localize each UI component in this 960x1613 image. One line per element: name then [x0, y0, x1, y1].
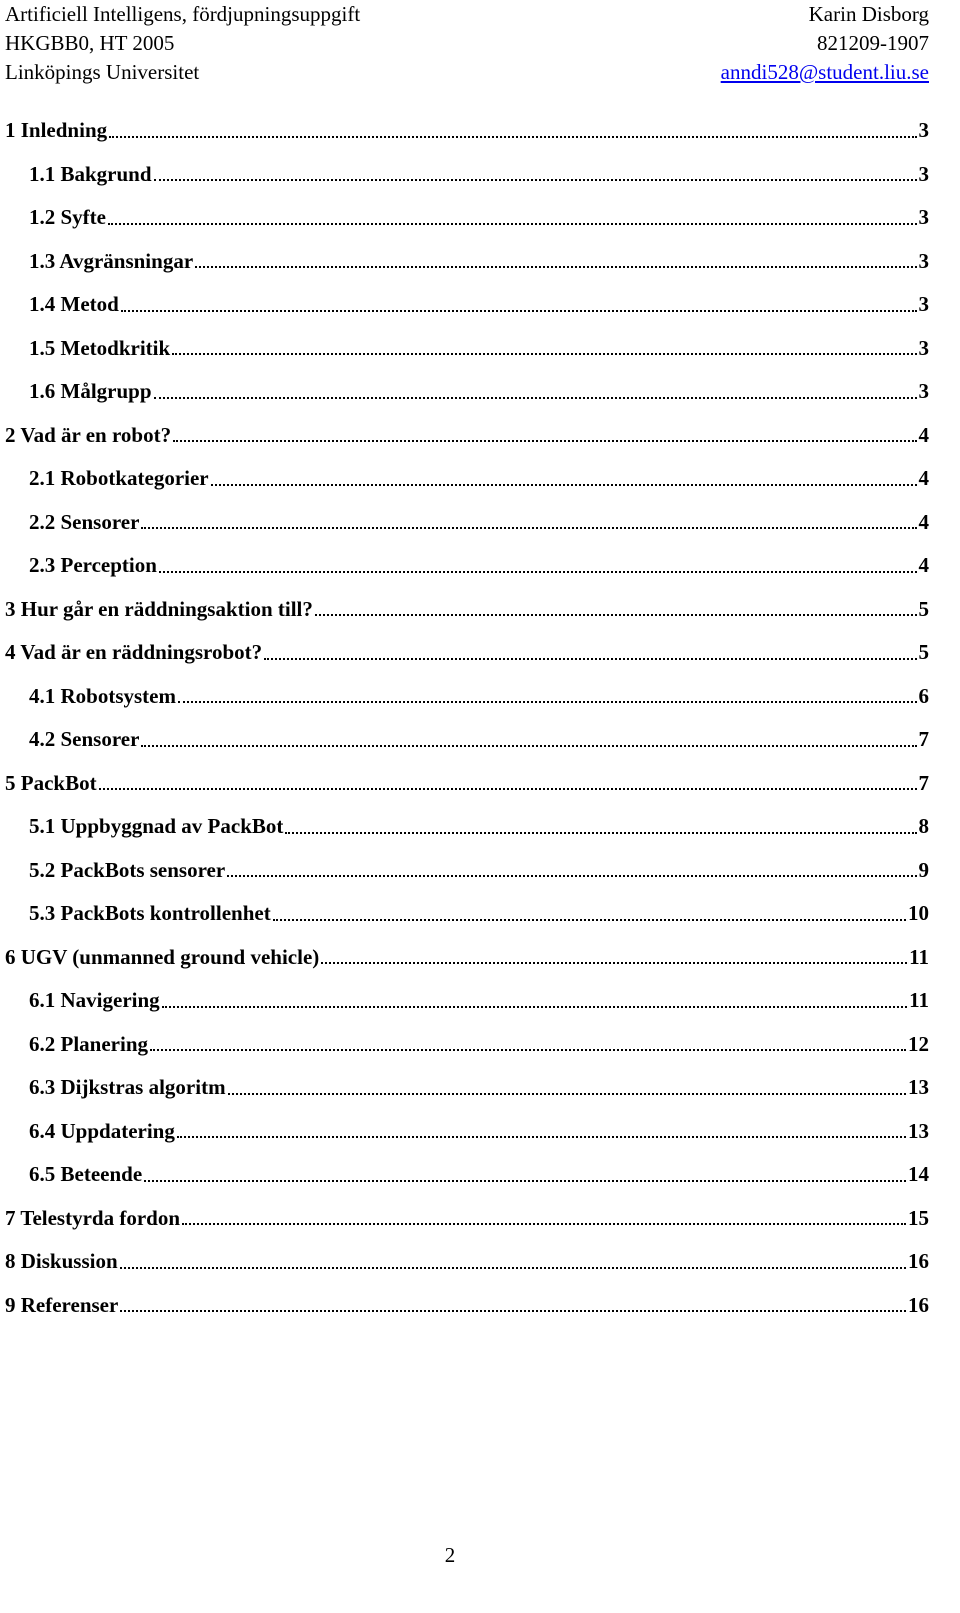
toc-entry[interactable] [5, 457, 929, 501]
toc-dot-leader [120, 1310, 906, 1312]
toc-dot-leader [144, 1180, 906, 1182]
toc-entry-title: 2 Vad är en robot? [5, 422, 172, 447]
toc-entry-title: 5.3 PackBots kontrollenhet [29, 901, 271, 926]
toc-entry-page: 5 [918, 596, 929, 621]
toc-entry[interactable] [5, 283, 929, 327]
toc-entry-page: 4 [918, 553, 929, 578]
toc-entry-page: 3 [918, 292, 929, 317]
toc-dot-leader [120, 1267, 906, 1269]
toc-entry-page: 4 [918, 422, 929, 447]
toc-entry[interactable] [5, 762, 929, 806]
toc-entry[interactable] [5, 544, 929, 588]
toc-dot-leader [182, 1223, 906, 1225]
toc-dot-leader [108, 223, 917, 225]
toc-entry[interactable] [5, 631, 929, 675]
header-row-2 [5, 29, 929, 58]
toc-entry-page: 13 [908, 1075, 929, 1100]
toc-entry[interactable] [5, 240, 929, 284]
course-code: HKGBB0, HT 2005 [5, 31, 175, 55]
toc-entry[interactable] [5, 196, 929, 240]
toc-dot-leader [159, 571, 917, 573]
toc-entry-page: 3 [918, 335, 929, 360]
author-email-link[interactable]: anndi528@student.liu.se [720, 60, 929, 84]
toc-entry-title: 4.2 Sensorer [29, 727, 140, 752]
toc-entry-title: 9 Referenser [5, 1292, 119, 1317]
toc-entry-page: 16 [908, 1292, 929, 1317]
toc-entry[interactable] [5, 718, 929, 762]
toc-dot-leader [264, 658, 916, 660]
course-title: Artificiell Intelligens, fördjupningsuppgift [5, 2, 361, 26]
toc-entry-page: 3 [918, 161, 929, 186]
toc-entry-title: 5 PackBot [5, 770, 97, 795]
toc-entry-title: 6 UGV (unmanned ground vehicle) [5, 944, 320, 969]
toc-dot-leader [228, 1093, 906, 1095]
author-name: Karin Disborg [808, 2, 929, 26]
toc-dot-leader [150, 1049, 906, 1051]
toc-entry-title: 6.5 Beteende [29, 1162, 143, 1187]
toc-dot-leader [162, 1006, 908, 1008]
toc-entry-title: 1 Inledning [5, 118, 108, 143]
university-name: Linköpings Universitet [5, 60, 200, 84]
toc-dot-leader [154, 179, 917, 181]
toc-dot-leader [178, 701, 917, 703]
toc-entry[interactable] [5, 849, 929, 893]
toc-entry-title: 2.3 Perception [29, 553, 157, 578]
toc-dot-leader [141, 745, 916, 747]
toc-entry-title: 5.2 PackBots sensorer [29, 857, 226, 882]
toc-entry[interactable] [5, 675, 929, 719]
toc-entry-page: 11 [909, 944, 929, 969]
toc-entry-title: 1.1 Bakgrund [29, 161, 152, 186]
toc-entry-title: 2.1 Robotkategorier [29, 466, 209, 491]
toc-entry-page: 6 [918, 683, 929, 708]
toc-entry-page: 9 [918, 857, 929, 882]
toc-entry-page: 3 [918, 118, 929, 143]
toc-entry-title: 1.2 Syfte [29, 205, 106, 230]
toc-entry-page: 3 [918, 205, 929, 230]
toc-entry[interactable] [5, 1284, 929, 1328]
toc-entry-title: 1.5 Metodkritik [29, 335, 171, 360]
toc-entry-page: 8 [918, 814, 929, 839]
toc-entry[interactable] [5, 936, 929, 980]
toc-dot-leader [177, 1136, 906, 1138]
toc-entry-title: 1.3 Avgränsningar [29, 248, 194, 273]
toc-entry[interactable] [5, 1197, 929, 1241]
toc-entry[interactable] [5, 588, 929, 632]
toc-entry-title: 4.1 Robotsystem [29, 683, 176, 708]
toc-entry-page: 7 [918, 770, 929, 795]
toc-dot-leader [173, 440, 916, 442]
toc-entry-page: 14 [908, 1162, 929, 1187]
toc-dot-leader [321, 962, 907, 964]
toc-dot-leader [141, 527, 916, 529]
toc-entry-title: 3 Hur går en räddningsaktion till? [5, 596, 313, 621]
toc-entry-title: 2.2 Sensorer [29, 509, 140, 534]
toc-entry-title: 4 Vad är en räddningsrobot? [5, 640, 263, 665]
toc-dot-leader [195, 266, 916, 268]
toc-dot-leader [285, 832, 916, 834]
toc-entry[interactable] [5, 501, 929, 545]
toc-entry[interactable] [5, 109, 929, 153]
toc-entry-title: 8 Diskussion [5, 1249, 118, 1274]
toc-entry[interactable] [5, 1110, 929, 1154]
toc-entry-page: 7 [918, 727, 929, 752]
toc-entry[interactable] [5, 805, 929, 849]
toc-dot-leader [99, 788, 917, 790]
page-number: 2 [444, 1543, 456, 1567]
toc-entry-page: 5 [918, 640, 929, 665]
toc-entry-title: 6.2 Planering [29, 1031, 148, 1056]
toc-entry-title: 6.1 Navigering [29, 988, 160, 1013]
toc-entry[interactable] [5, 370, 929, 414]
toc-entry-page: 13 [908, 1118, 929, 1143]
table-of-contents [5, 109, 929, 1327]
toc-entry-title: 6.3 Dijkstras algoritm [29, 1075, 226, 1100]
toc-entry-title: 1.4 Metod [29, 292, 119, 317]
toc-entry[interactable] [5, 892, 929, 936]
toc-dot-leader [121, 310, 917, 312]
toc-entry-page: 15 [908, 1205, 929, 1230]
toc-entry-page: 10 [908, 901, 929, 926]
toc-dot-leader [315, 614, 917, 616]
toc-entry-page: 4 [918, 466, 929, 491]
header-row-3 [5, 58, 929, 87]
toc-dot-leader [154, 397, 917, 399]
toc-dot-leader [172, 353, 916, 355]
toc-entry[interactable] [5, 153, 929, 197]
toc-dot-leader [109, 136, 916, 138]
toc-dot-leader [211, 484, 917, 486]
toc-entry[interactable] [5, 414, 929, 458]
toc-entry-page: 11 [909, 988, 929, 1013]
toc-entry-page: 16 [908, 1249, 929, 1274]
toc-entry-page: 4 [918, 509, 929, 534]
toc-entry-title: 1.6 Målgrupp [29, 379, 152, 404]
toc-entry[interactable] [5, 1153, 929, 1197]
toc-entry[interactable] [5, 1066, 929, 1110]
toc-entry[interactable] [5, 1023, 929, 1067]
toc-entry[interactable] [5, 979, 929, 1023]
toc-entry-title: 6.4 Uppdatering [29, 1118, 175, 1143]
author-id: 821209-1907 [817, 31, 929, 55]
header-row-1 [5, 0, 929, 29]
toc-entry-title: 7 Telestyrda fordon [5, 1205, 181, 1230]
toc-entry-page: 3 [918, 248, 929, 273]
toc-entry-title: 5.1 Uppbyggnad av PackBot [29, 814, 284, 839]
toc-entry-page: 12 [908, 1031, 929, 1056]
toc-entry-page: 3 [918, 379, 929, 404]
toc-entry[interactable] [5, 327, 929, 371]
toc-entry[interactable] [5, 1240, 929, 1284]
toc-dot-leader [227, 875, 916, 877]
toc-dot-leader [273, 919, 906, 921]
page-header [5, 0, 929, 87]
